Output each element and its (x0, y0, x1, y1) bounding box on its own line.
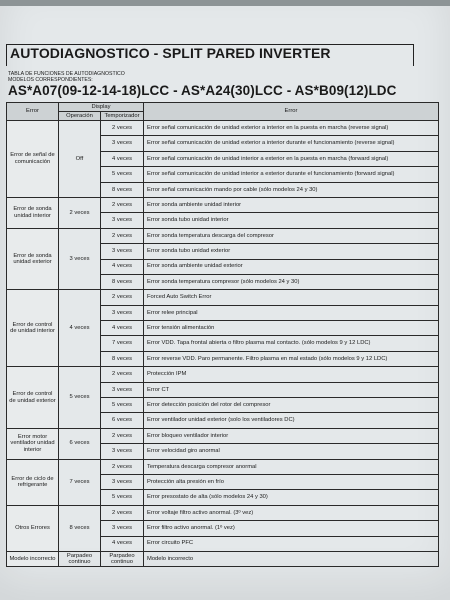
document-subtitle (8, 71, 125, 83)
header-display: Display (59, 103, 144, 112)
error-description: Error sonda temperatura descarga del compresor (144, 228, 439, 243)
error-description: Error sonda tubo unidad interior (144, 213, 439, 228)
group-name: Error motor ventilador unidad interior (7, 428, 59, 459)
group-name: Error de sonda unidad interior (7, 197, 59, 228)
timer-blinks: 2 veces (101, 228, 144, 243)
timer-blinks: 3 veces (101, 444, 144, 459)
error-description: Error señal comunicación de unidad interior a exterior en la puesta en marcha (forward signal) (144, 151, 439, 166)
error-description: Error CT (144, 382, 439, 397)
table-row (7, 428, 439, 443)
table-body (7, 121, 439, 567)
table-row (7, 290, 439, 305)
operation-blinks: 3 veces (59, 228, 101, 290)
error-description: Forced Auto Switch Error (144, 290, 439, 305)
table-row (7, 121, 439, 136)
header-error: Error (7, 103, 59, 121)
models-line: AS*A07(09-12-14-18)LCC - AS*A24(30)LCC - AS*B09(12)LDC (8, 83, 397, 98)
error-description: Error bloqueo ventilador interior (144, 428, 439, 443)
document-title: AUTODIAGNOSTICO - SPLIT PARED INVERTER (10, 45, 331, 61)
operation-blinks: 8 veces (59, 505, 101, 551)
header-timer: Temporizador (101, 112, 144, 121)
error-description: Error señal comunicación mando por cable (sólo modelos 24 y 30) (144, 182, 439, 197)
error-description: Error ventilador unidad exterior (solo los ventiladores DC) (144, 413, 439, 428)
timer-blinks: 6 veces (101, 413, 144, 428)
timer-blinks: 3 veces (101, 136, 144, 151)
group-name: Error de control de unidad interior (7, 290, 59, 367)
operation-blinks: 5 veces (59, 367, 101, 429)
error-description: Error señal comunicación de unidad exterior a interior en la puesta en marcha (reverse signal) (144, 121, 439, 136)
error-description: Modelo incorrecto (144, 551, 439, 566)
timer-blinks: 4 veces (101, 151, 144, 166)
error-description: Protección alta presión en frío (144, 474, 439, 489)
error-description: Error señal comunicación de unidad interior a exterior durante el funcionamiento (forward signal) (144, 167, 439, 182)
operation-blinks: 7 veces (59, 459, 101, 505)
timer-blinks: 5 veces (101, 167, 144, 182)
operation-blinks: 4 veces (59, 290, 101, 367)
timer-blinks: 2 veces (101, 459, 144, 474)
operation-blinks: Parpadeo continuo (59, 551, 101, 566)
error-description: Error sonda tubo unidad exterior (144, 244, 439, 259)
group-name: Modelo incorrecto (7, 551, 59, 566)
timer-blinks: 8 veces (101, 351, 144, 366)
error-description: Error tensión alimentación (144, 321, 439, 336)
table-row (7, 551, 439, 566)
operation-blinks: 6 veces (59, 428, 101, 459)
timer-blinks: 3 veces (101, 213, 144, 228)
error-description: Error sonda temperatura compresor (sólo modelos 24 y 30) (144, 274, 439, 289)
timer-blinks: 2 veces (101, 197, 144, 212)
error-description: Error velocidad giro anormal (144, 444, 439, 459)
timer-blinks: 3 veces (101, 521, 144, 536)
timer-blinks: 5 veces (101, 490, 144, 505)
error-description: Protección IPM (144, 367, 439, 382)
timer-blinks: 4 veces (101, 259, 144, 274)
timer-blinks: 3 veces (101, 382, 144, 397)
timer-blinks: 3 veces (101, 474, 144, 489)
error-description: Temperatura descarga compresor anormal (144, 459, 439, 474)
error-description: Error señal comunicación de unidad exterior a interior durante el funcionamiento (reverse signal) (144, 136, 439, 151)
timer-blinks: 4 veces (101, 536, 144, 551)
timer-blinks: 7 veces (101, 336, 144, 351)
table-row (7, 459, 439, 474)
error-description: Error sonda ambiente unidad interior (144, 197, 439, 212)
timer-blinks: 2 veces (101, 121, 144, 136)
timer-blinks: 3 veces (101, 244, 144, 259)
table-row (7, 367, 439, 382)
operation-blinks: 2 veces (59, 197, 101, 228)
subtitle-line-1: TABLA DE FUNCIONES DE AUTODIAGNOSTICO (8, 71, 125, 77)
timer-blinks: 8 veces (101, 182, 144, 197)
group-name: Error de sonda unidad exterior (7, 228, 59, 290)
error-description: Error circuito PFC (144, 536, 439, 551)
timer-blinks: 5 veces (101, 398, 144, 413)
timer-blinks: 4 veces (101, 321, 144, 336)
diagnostic-table (6, 102, 439, 567)
timer-blinks: 2 veces (101, 367, 144, 382)
error-description: Error relee principal (144, 305, 439, 320)
operation-blinks: Off (59, 121, 101, 198)
header-operation: Operación (59, 112, 101, 121)
header-description: Error (144, 103, 439, 121)
error-description: Error filtro activo anormal. (1º vez) (144, 521, 439, 536)
error-description: Error VDD. Tapa frontal abierta o filtro plasma mal contacto. (sólo modelos 9 y 12 LDC) (144, 336, 439, 351)
group-name: Otros Errores (7, 505, 59, 551)
error-description: Error reverse VDD. Paro permanente. Filtro plasma en mal estado (sólo modelos 9 y 12 LDC) (144, 351, 439, 366)
table-row (7, 228, 439, 243)
error-description: Error presostato de alta (sólo modelos 24 y 30) (144, 490, 439, 505)
error-description: Error sonda ambiente unidad exterior (144, 259, 439, 274)
error-description: Error detección posición del rotor del compresor (144, 398, 439, 413)
table-row (7, 505, 439, 520)
timer-blinks: 2 veces (101, 428, 144, 443)
timer-blinks: 2 veces (101, 505, 144, 520)
timer-blinks: 8 veces (101, 274, 144, 289)
timer-blinks: Parpadeo continuo (101, 551, 144, 566)
group-name: Error de ciclo de refrigerante (7, 459, 59, 505)
group-name: Error de señal de comunicación (7, 121, 59, 198)
timer-blinks: 3 veces (101, 305, 144, 320)
timer-blinks: 2 veces (101, 290, 144, 305)
error-description: Error voltaje filtro activo anormal. (3º vez) (144, 505, 439, 520)
group-name: Error de control de unidad exterior (7, 367, 59, 429)
table-row (7, 197, 439, 212)
subtitle-line-2: MODELOS CORRESPONDIENTES: (8, 77, 93, 83)
